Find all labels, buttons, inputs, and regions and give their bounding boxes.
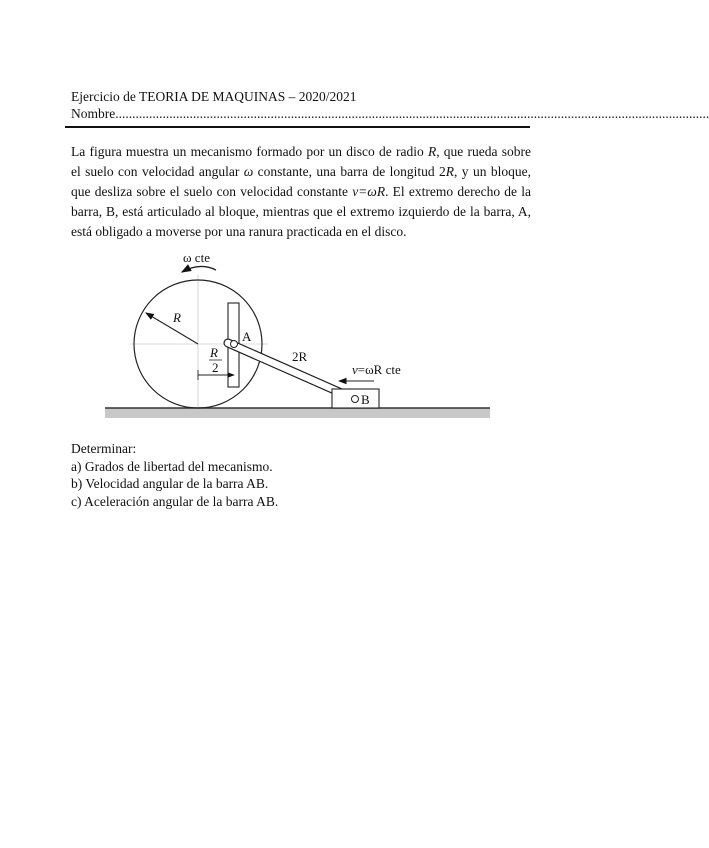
radius-label: R	[173, 310, 181, 325]
pin-a	[231, 341, 238, 348]
velocity-label	[352, 362, 401, 377]
half-radius-num: R	[210, 345, 218, 360]
radius-arrow	[146, 313, 198, 344]
question-b: b) Velocidad angular de la barra AB.	[71, 476, 269, 491]
velocity-equation: v=ωR	[352, 184, 386, 199]
half-radius-den: 2	[212, 360, 219, 375]
v-symbol: v	[352, 362, 358, 377]
point-a-label: A	[242, 329, 252, 344]
omega-arrow-icon	[182, 266, 216, 272]
symbol-omega: ω	[243, 164, 254, 179]
point-b-label: B	[361, 392, 370, 407]
question-c: c) Aceleración angular de la barra AB.	[71, 493, 279, 509]
text: . El extremo derecho de la barra, B, está articulado al bloque, mientras que el extremo izquierdo de la barra, A, está obligado a moverse por una ranura practicada en el disco.	[71, 184, 531, 239]
ground-hatch	[105, 408, 490, 418]
questions	[71, 440, 278, 510]
name-dots: ................................................................................................................................................................................	[115, 106, 709, 121]
exercise-title: Ejercicio de TEORIA DE MAQUINAS – 2020/2021	[71, 89, 357, 104]
omega-label: ω cte	[183, 250, 210, 265]
questions-intro: Determinar:	[71, 441, 137, 456]
symbol-r: R	[427, 144, 437, 159]
text: , que rueda sobre el suelo con velocidad angular	[71, 144, 531, 179]
symbol-r: R	[445, 164, 455, 179]
text: , y un bloque, que desliza sobre el suelo con velocidad constante	[71, 164, 531, 199]
text: constante, una barra de longitud 2	[253, 164, 446, 179]
v-rest: =ωR cte	[357, 362, 401, 377]
bar-length-label: 2R	[292, 349, 308, 364]
question-a: a) Grados de libertad del mecanismo.	[71, 458, 273, 474]
name-label: Nombre	[71, 106, 116, 121]
pin-b	[352, 396, 359, 403]
text: La figura muestra un mecanismo formado por un disco de radio	[71, 144, 428, 159]
